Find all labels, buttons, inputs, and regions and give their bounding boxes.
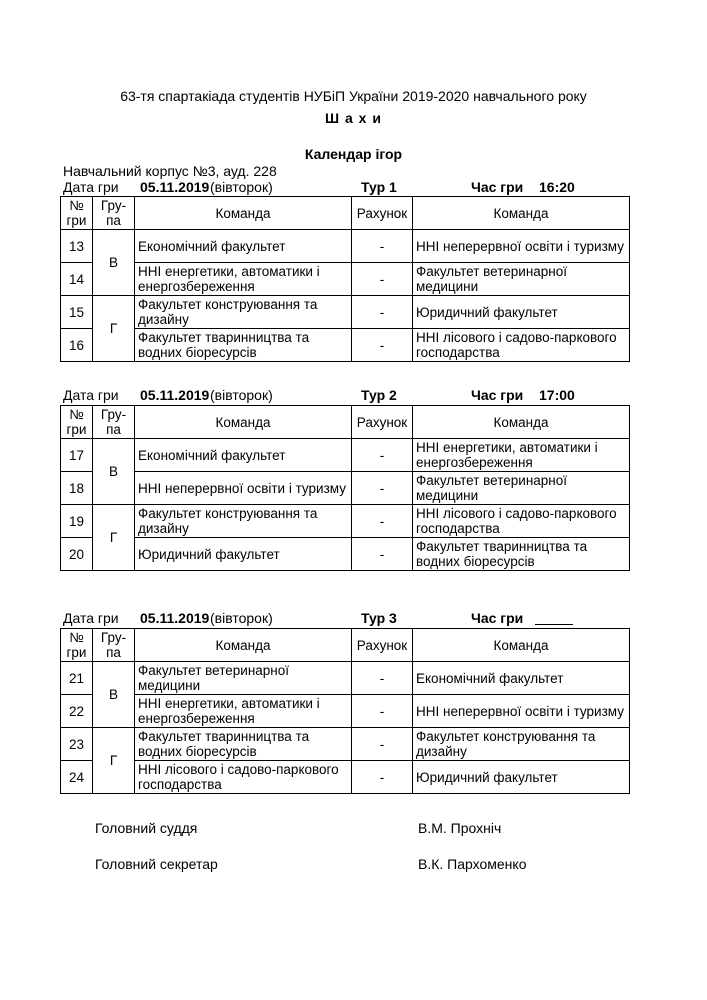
score-cell[interactable]: - [352,695,413,728]
header-team1: Команда [135,197,352,230]
game-number: 23 [61,728,93,761]
header-team2: Команда [413,406,630,439]
signature-name-judge: В.М. Прохніч [418,820,502,836]
game-weekday: (вівторок) [210,179,273,195]
team2-cell: ННІ енергетики, автоматики і енергозбереження [413,439,630,472]
schedule-table [60,628,630,794]
group-cell: В [93,439,135,505]
team2-cell: Факультет ветеринарної медицини [413,472,630,505]
table-row [61,329,630,362]
table-row [61,695,630,728]
schedule-table [60,196,630,362]
header-game-number: № гри [61,406,93,439]
document-title: 63-тя спартакіада студентів НУБіП України 2019-2020 навчального року [120,88,587,104]
team2-cell: ННІ неперервної освіти і туризму [413,695,630,728]
header-group: Гру- па [93,406,135,439]
game-number: 21 [61,662,93,695]
table-row [61,662,630,695]
team1-cell: Факультет тваринництва та водних біоресурсів [135,329,352,362]
team2-cell: ННІ лісового і садово-паркового господарства [413,505,630,538]
team2-cell: ННІ лісового і садово-паркового господарства [413,329,630,362]
date-label: Дата гри [63,179,119,195]
header-score: Рахунок [352,629,413,662]
score-cell[interactable]: - [352,439,413,472]
game-number: 17 [61,439,93,472]
team1-cell: Факультет тваринництва та водних біоресурсів [135,728,352,761]
round-info [63,179,633,197]
score-cell[interactable]: - [352,728,413,761]
round-info [63,610,633,628]
time-label: Час гри [471,179,524,195]
calendar-title: Календар ігор [304,146,403,162]
game-time: 16:20 [539,179,575,195]
table-row [61,728,630,761]
team1-cell: Економічний факультет [135,230,352,263]
header-score: Рахунок [352,197,413,230]
score-cell[interactable]: - [352,230,413,263]
header-group: Гру- па [93,629,135,662]
header-group: Гру- па [93,197,135,230]
signature-role-secretary: Головний секретар [95,856,218,872]
team2-cell: Юридичний факультет [413,296,630,329]
score-cell[interactable]: - [352,538,413,571]
team1-cell: Факультет конструювання та дизайну [135,505,352,538]
header-team2: Команда [413,629,630,662]
game-number: 14 [61,263,93,296]
table-row [61,538,630,571]
table-row [61,761,630,794]
table-row [61,472,630,505]
header-team1: Команда [135,406,352,439]
score-cell[interactable]: - [352,505,413,538]
header-team1: Команда [135,629,352,662]
group-cell: Г [93,728,135,794]
round-info [63,387,633,405]
table-header-row [61,406,630,439]
group-cell: Г [93,505,135,571]
table-row [61,296,630,329]
schedule-table [60,405,630,571]
game-weekday: (вівторок) [210,610,273,626]
date-label: Дата гри [63,610,119,626]
table-header-row [61,197,630,230]
team1-cell: Факультет ветеринарної медицини [135,662,352,695]
game-number: 16 [61,329,93,362]
score-cell[interactable]: - [352,662,413,695]
time-label: Час гри [471,387,524,403]
team1-cell: ННІ енергетики, автоматики і енергозбереження [135,695,352,728]
table-header-row [61,629,630,662]
signature-role-judge: Головний суддя [95,820,198,836]
game-date: 05.11.2019 [140,610,210,626]
team2-cell: Економічний факультет [413,662,630,695]
table-row [61,230,630,263]
team2-cell: Факультет тваринництва та водних біоресурсів [413,538,630,571]
game-number: 19 [61,505,93,538]
game-date: 05.11.2019 [140,387,210,403]
team2-cell: Факультет ветеринарної медицини [413,263,630,296]
game-number: 20 [61,538,93,571]
team1-cell: ННІ енергетики, автоматики і енергозбереження [135,263,352,296]
score-cell[interactable]: - [352,296,413,329]
game-number: 15 [61,296,93,329]
signature-name-secretary: В.К. Пархоменко [418,856,527,872]
game-number: 13 [61,230,93,263]
header-score: Рахунок [352,406,413,439]
date-label: Дата гри [63,387,119,403]
team1-cell: Факультет конструювання та дизайну [135,296,352,329]
group-cell: В [93,230,135,296]
table-row [61,439,630,472]
game-number: 22 [61,695,93,728]
team2-cell: ННІ неперервної освіти і туризму [413,230,630,263]
score-cell[interactable]: - [352,761,413,794]
tour-label: Тур 2 [361,387,397,403]
score-cell[interactable]: - [352,329,413,362]
time-label: Час гри [471,610,524,626]
game-number: 24 [61,761,93,794]
team1-cell: Економічний факультет [135,439,352,472]
score-cell[interactable]: - [352,263,413,296]
game-date: 05.11.2019 [140,179,210,195]
tour-label: Тур 1 [361,179,397,195]
game-time: 17:00 [539,387,575,403]
header-team2: Команда [413,197,630,230]
game-weekday: (вівторок) [210,387,273,403]
score-cell[interactable]: - [352,472,413,505]
tour-label: Тур 3 [361,610,397,626]
team2-cell: Факультет конструювання та дизайну [413,728,630,761]
group-cell: Г [93,296,135,362]
header-game-number: № гри [61,629,93,662]
team2-cell: Юридичний факультет [413,761,630,794]
game-time-blank [535,610,573,625]
team1-cell: Юридичний факультет [135,538,352,571]
venue: Навчальний корпус №3, ауд. 228 [63,163,277,179]
team1-cell: ННІ лісового і садово-паркового господарства [135,761,352,794]
game-number: 18 [61,472,93,505]
group-cell: В [93,662,135,728]
sport-name: Ш а х и [325,110,382,126]
table-row [61,505,630,538]
table-row [61,263,630,296]
team1-cell: ННІ неперервної освіти і туризму [135,472,352,505]
header-game-number: № гри [61,197,93,230]
